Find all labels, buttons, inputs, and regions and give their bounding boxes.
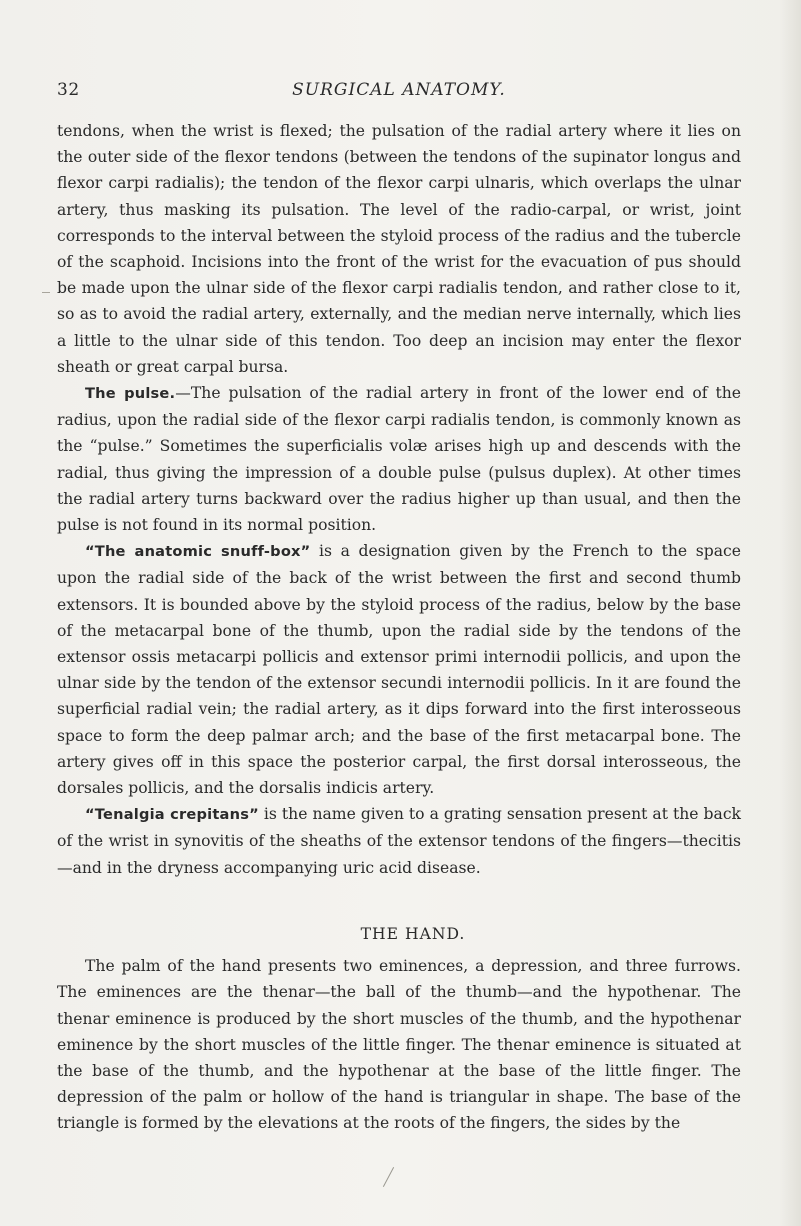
paragraph-continuation: tendons, when the wrist is flexed; the pulsation of the radial artery where it lies on the outer side of the flexor tendons (between the tendons of the supinator longus and flexor carpi radialis); the tendon of the flexor carpi ulnaris, which overlaps the ulnar artery, thus masking its pulsation. The level of the radio-carpal, or wrist, joint corresponds to the interval between the styloid process of the radius and the tubercle of the scaphoid. Incisions into the front of the wrist for the evacuation of pus should be made upon the ulnar side of the flexor carpi radialis tendon, and rather close to it, so as to avoid the radial artery, externally, and the median nerve internally, which lies a little to the ulnar side of this tendon. Too deep an incision may enter the flexor sheath or great carpal bursa. — [57, 122, 741, 376]
paragraph-pulse — [57, 380, 741, 538]
page-number: 32 — [57, 80, 80, 100]
body-text — [57, 118, 741, 1137]
section-heading: THE HAND. — [360, 924, 466, 943]
runin-term-snuff-box: “The anatomic snuff-box” — [85, 543, 311, 561]
paragraph-hand: The palm of the hand presents two eminences, a depression, and three furrows. The eminences are the thenar—the ball of the thumb—and the hypothenar. The thenar eminence is produced by the short muscles of the thumb, and the hypothenar eminence by the short muscles of the little finger. The thenar eminence is situated at the base of the thumb, and the hypothenar at the base of the little finger. The depression of the palm or hollow of the hand is triangular in shape. The base of the triangle is formed by the elevations at the roots of the fingers, the sides by the — [57, 957, 741, 1133]
runin-term-pulse: The pulse. — [85, 385, 176, 403]
runin-term-tenalgia: “Tenalgia crepitans” — [85, 806, 259, 824]
page-edge-shadow — [779, 0, 801, 1226]
paragraph-tenalgia — [57, 801, 741, 881]
pencil-mark — [383, 1167, 394, 1187]
running-head — [57, 80, 741, 104]
running-title: SURGICAL ANATOMY. — [292, 80, 506, 100]
paragraph-tenalgia-text: is the name given to a grating sensation present at the back of the wrist in synovitis of the sheaths of the extensor tendons of the fingers—thecitis—and in the dryness accompanying uric acid disease. — [57, 805, 741, 877]
paragraph-snuff-box-text: is a designation given by the French to the space upon the radial side of the back of the wrist between the first and second thumb extensors. It is bounded above by the styloid process of the radius, below by the base of the metacarpal bone of the thumb, upon the radial side by the tendons of the extensor ossis metacarpi pollicis and extensor primi internodii pollicis, and upon the ulnar side by the tendon of the extensor secundi internodii pollicis. In it are found the superficial radial vein; the radial artery, as it dips forward into the first interosseous space to form the deep palmar arch; and the base of the first metacarpal bone. The artery gives off in this space the posterior carpal, the first dorsal interosseous, the dorsales pollicis, and the dorsalis indicis artery. — [57, 542, 741, 798]
margin-mark — [42, 292, 50, 293]
paragraph-pulse-text: —The pulsation of the radial artery in front of the lower end of the radius, upon the radial side of the flexor carpi radialis tendon, is commonly known as the “pulse.” Sometimes the superficialis volæ arises high up and descends with the radial, thus giving the impression of a double pulse (pulsus duplex). At other times the radial artery turns backward over the radius higher up than usual, and then the pulse is not found in its normal position. — [57, 384, 741, 535]
paragraph-snuff-box — [57, 538, 741, 801]
